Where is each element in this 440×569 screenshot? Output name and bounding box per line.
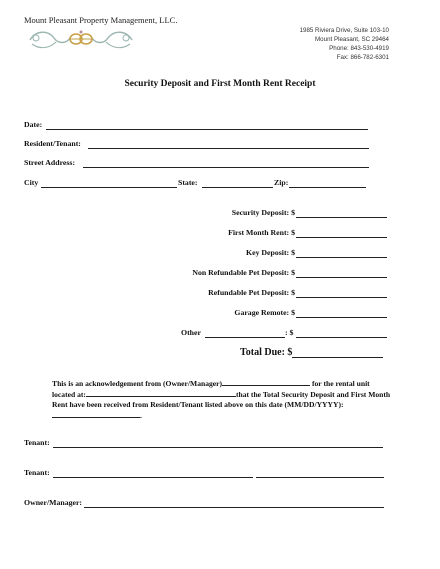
- other-amount-field[interactable]: [296, 337, 387, 338]
- ack-text-3: that the Total Security Deposit and First Month Rent have been received from Resident/Tenant listed above on this date (MM/DD/YYYY):: [52, 390, 391, 409]
- key-deposit-field[interactable]: [296, 257, 387, 258]
- resident-field[interactable]: [88, 148, 369, 149]
- tenant1-label: Tenant:: [24, 438, 50, 447]
- date-field[interactable]: [46, 129, 368, 130]
- tenant2-signature-field[interactable]: [53, 477, 253, 478]
- first-month-rent-label: First Month Rent: $: [228, 228, 295, 237]
- total-due-field[interactable]: [292, 357, 383, 358]
- ack-text-4: .: [140, 411, 142, 420]
- refundable-pet-deposit-label: Refundable Pet Deposit: $: [208, 288, 295, 297]
- company-logo-icon: [26, 26, 136, 52]
- company-address: [300, 26, 389, 62]
- zip-label: Zip:: [274, 178, 289, 187]
- state-field[interactable]: [202, 187, 273, 188]
- security-deposit-field[interactable]: [296, 217, 387, 218]
- address-line: 1985 Riviera Drive, Suite 103-10: [299, 27, 389, 34]
- garage-remote-field[interactable]: [296, 317, 387, 318]
- nonrefundable-pet-deposit-label: Non Refundable Pet Deposit: $: [192, 268, 295, 277]
- address-line: Mount Pleasant, SC 29464: [315, 36, 389, 43]
- tenant2-label: Tenant:: [24, 468, 50, 477]
- city-field[interactable]: [41, 187, 177, 188]
- other-label: Other: [181, 328, 201, 337]
- first-month-rent-field[interactable]: [296, 237, 387, 238]
- street-label: Street Address:: [24, 158, 76, 167]
- refundable-pet-deposit-field[interactable]: [296, 297, 387, 298]
- acknowledgement-paragraph: [52, 378, 392, 421]
- zip-field[interactable]: [289, 187, 366, 188]
- garage-remote-label: Garage Remote: $: [234, 308, 295, 317]
- tenant2-date-field[interactable]: [256, 477, 384, 478]
- security-deposit-label: Security Deposit: $: [231, 208, 295, 217]
- key-deposit-label: Key Deposit: $: [246, 248, 295, 257]
- tenant1-signature-field[interactable]: [53, 447, 383, 448]
- rental-unit-field[interactable]: [86, 389, 236, 397]
- nonrefundable-pet-deposit-field[interactable]: [296, 277, 387, 278]
- date-label: Date:: [24, 120, 43, 129]
- acknowledgement-date-field[interactable]: [52, 410, 140, 418]
- state-label: State:: [178, 178, 198, 187]
- total-due-label: Total Due: $: [240, 347, 293, 358]
- city-label: City: [24, 178, 39, 187]
- other-dollar-label: : $: [285, 328, 294, 337]
- other-description-field[interactable]: [205, 337, 285, 338]
- street-address-field[interactable]: [83, 167, 369, 168]
- ack-text-1: This is an acknowledgement from (Owner/Manager): [52, 379, 223, 388]
- phone-line: Phone: 843-530-4919: [329, 45, 389, 52]
- owner-manager-signature-field[interactable]: [84, 507, 384, 508]
- owner-manager-label: Owner/Manager:: [24, 498, 83, 507]
- fax-line: Fax: 866-782-6301: [336, 54, 389, 61]
- ack-text-2: for the rental unit located at:: [52, 379, 370, 399]
- resident-label: Resident/Tenant:: [24, 139, 81, 148]
- company-name: Mount Pleasant Property Management, LLC.: [24, 15, 178, 25]
- document-title: Security Deposit and First Month Rent Receipt: [124, 79, 316, 89]
- owner-manager-field[interactable]: [222, 378, 310, 386]
